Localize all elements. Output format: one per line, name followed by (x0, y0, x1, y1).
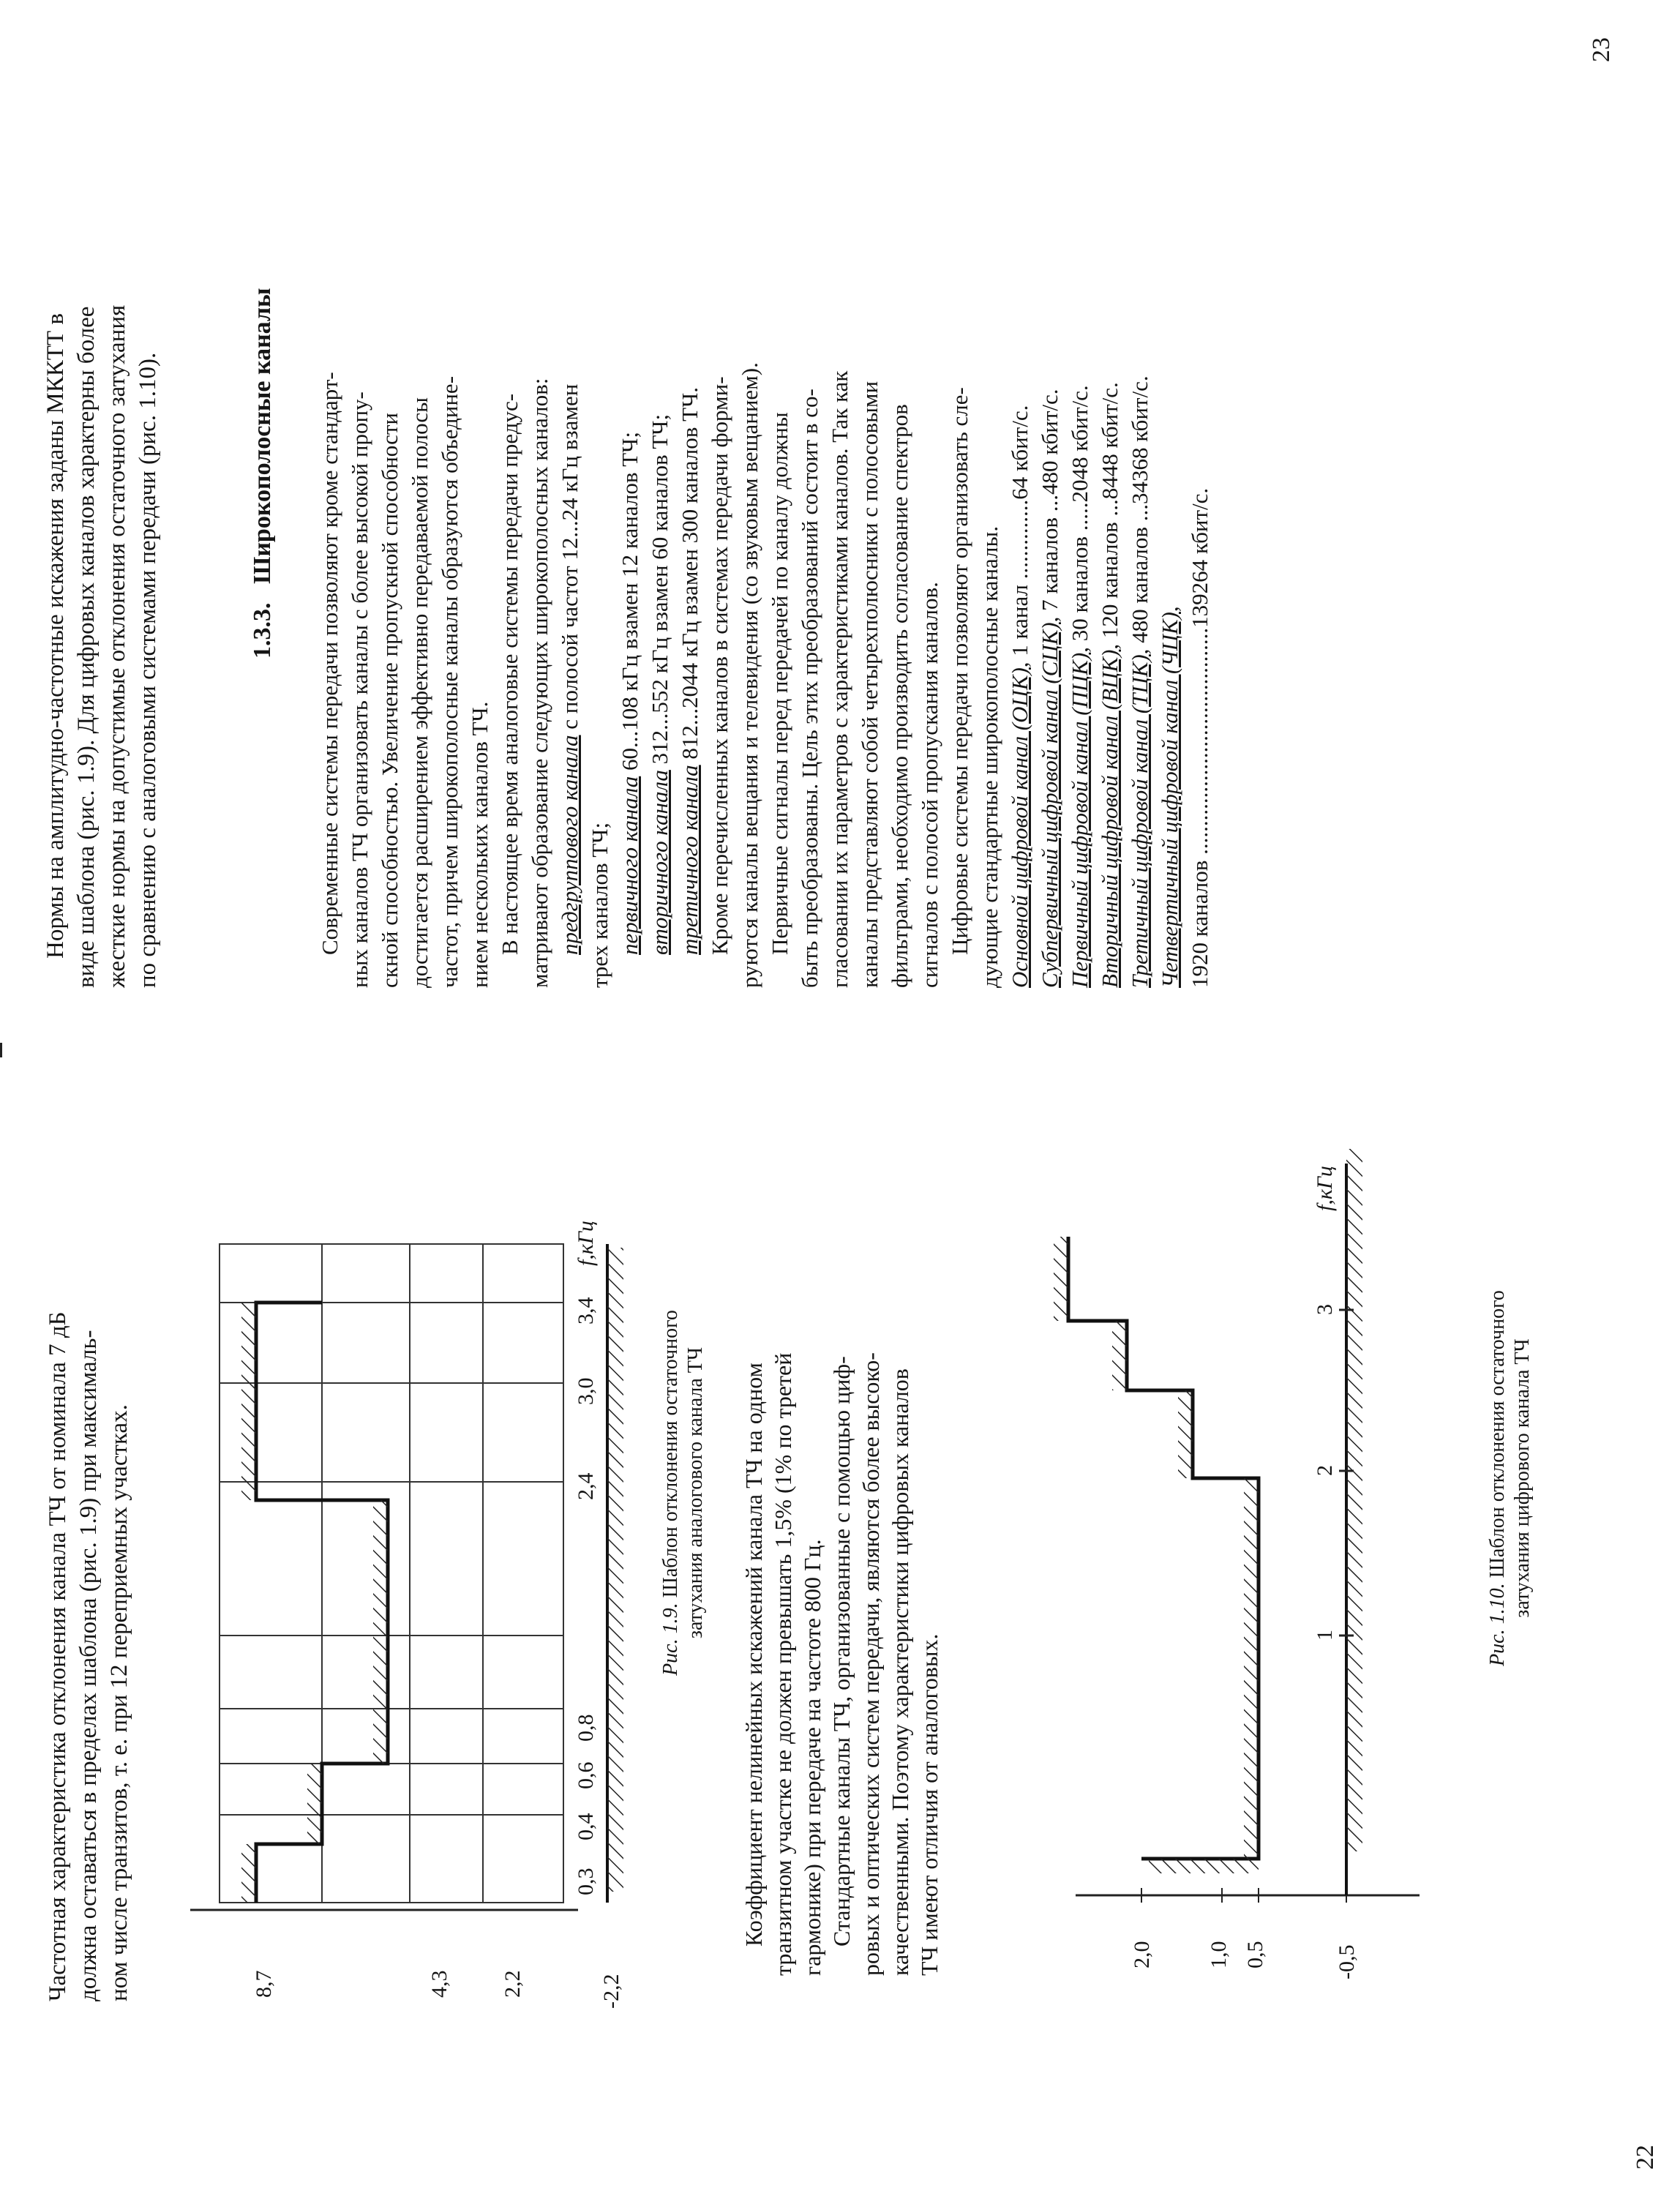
figure-1-10 (1039, 1076, 1515, 2042)
fig19-ytick: 4,3 (427, 1970, 451, 1998)
fig19-xtick: 3,0 (574, 1377, 598, 1405)
channel-name: Третичный цифровой канал (ТЦК) (1127, 654, 1152, 988)
text-line: ных каналов ТЧ организовать каналы с более высокой пропу- (347, 391, 372, 988)
fig19-caption-label: Рис. 1.9. (659, 1603, 682, 1676)
text-line: нием нескольких каналов ТЧ. (467, 701, 492, 988)
fig19-xtick: 0,4 (574, 1813, 598, 1840)
fig19-ytick: 8,7 (252, 1970, 276, 1998)
channel-rate: 64 кбит/с. (1007, 405, 1032, 500)
text-line: Кроме перечисленных каналов в системах передачи форми- (707, 376, 732, 955)
text-line: скной способностью. Увеличение пропускной способности (377, 413, 402, 988)
digital-channel-item (1005, 37, 1035, 988)
text-line: Современные системы передачи позволяют кроме стандарт- (317, 372, 342, 955)
fig19-xtick: 3,4 (574, 1297, 598, 1325)
fig19-ytick: 2,2 (500, 1970, 525, 1998)
text-line: Коэффициент нелинейных искажений канала ТЧ на одном (740, 1363, 767, 1947)
digital-channel-item (1065, 37, 1095, 988)
right-paragraph-1 (40, 37, 163, 988)
fig19-caption-text: Шаблон отклонения остаточного (659, 1310, 682, 1598)
channel-rate: 8448 кбит/с. (1097, 382, 1122, 500)
right-paragraph-2 (315, 37, 1215, 988)
fig110-x-unit: f,кГц (1313, 1166, 1337, 1211)
text-line: матривают образование следующих широкополосных каналов: (527, 378, 552, 988)
channel-text: , 7 каналов ... (1037, 495, 1062, 623)
fig110-upper-bound (1068, 1237, 1259, 1859)
fig110-xtick: 2 (1313, 1465, 1337, 1476)
channel-rate: 480 кбит/с. (1037, 389, 1062, 495)
channel-text: , 30 каналов ..... (1067, 502, 1092, 653)
fig110-caption-label: Рис. 1.10. (1486, 1583, 1509, 1666)
fig19-xtick: 0,8 (574, 1714, 598, 1742)
channel-text: 312...552 кГц взамен 60 каналов ТЧ; (647, 413, 672, 771)
channel-name: Основной цифровой канал (ОЦК) (1007, 667, 1032, 988)
digital-channel-item (1155, 37, 1185, 988)
fig110-ytick: 1,0 (1207, 1941, 1231, 1968)
digital-channel-item (1185, 37, 1215, 988)
text-line: быть преобразованы. Цель этих преобразований состоит в со- (797, 389, 822, 988)
page-number-left: 22 (1632, 2145, 1659, 2170)
analog-channel-item (555, 37, 585, 988)
digital-channel-item (1125, 37, 1155, 988)
channel-text: 812...2044 кГц взамен 300 каналов ТЧ. (677, 387, 702, 765)
text-line: качественными. Поэтому характеристики цифровых каналов (887, 1368, 913, 1976)
text-line: сигналов с полосой пропускания каналов. (917, 582, 942, 988)
fig19-ytick: -2,2 (599, 1974, 623, 2009)
channel-name: Первичный цифровой канал (ПЦК) (1067, 652, 1092, 988)
section-title: Широкополосные каналы (249, 288, 276, 584)
channel-text: , 480 каналов ... (1127, 503, 1152, 655)
text-line: Первичные сигналы перед передачей по каналу должны (767, 412, 792, 955)
channel-name: первичного канала (617, 776, 642, 955)
channel-name: третичного канала (677, 765, 702, 955)
page-divider (0, 1043, 2, 1057)
fig110-ytick: -0,5 (1335, 1944, 1359, 1979)
fig110-ytick: 0,5 (1243, 1941, 1267, 1968)
fig19-xtick: 0,3 (574, 1867, 598, 1895)
fig110-caption (1485, 1222, 1535, 1734)
left-intro-paragraph (42, 1079, 135, 2001)
channel-rate: 139264 кбит/с. (1187, 487, 1212, 628)
text-line: фильтрами, необходимо производить согласование спектров (887, 404, 912, 988)
text-line: В настоящее время аналоговые системы передачи предус- (497, 393, 522, 955)
fig19-xtick: 2,4 (574, 1472, 598, 1500)
text-line: дующие стандартные широкополосные каналы. (977, 525, 1002, 988)
text-line: транзитном участке не должен превышать 1,5% (1% по третей (770, 1352, 796, 1976)
section-number: 1.3.3. (249, 602, 276, 659)
fig110-xtick: 1 (1313, 1630, 1337, 1641)
figure-1-9 (168, 1090, 739, 2042)
channel-text: , (1157, 606, 1182, 612)
digital-channel-item (1035, 37, 1065, 988)
digital-channel-item (1095, 37, 1125, 988)
text-line: виде шаблона (рис. 1.9). Для цифровых каналов характерны более (73, 306, 100, 988)
channel-name: вторичного канала (647, 770, 672, 955)
fig19-x-unit: f,кГц (574, 1221, 598, 1266)
text-line: Стандартные каналы ТЧ, организованные с помощью циф- (828, 1356, 855, 1947)
text-line: достигается расширением эффективно передаваемой полосы (407, 397, 432, 988)
channel-text: 60...108 кГц взамен 12 каналов ТЧ; (617, 432, 642, 776)
analog-channel-item (615, 37, 645, 988)
analog-channel-item (675, 37, 705, 988)
fig19-xtick: 0,6 (574, 1761, 598, 1789)
fig19-caption-text: затухания аналогового канала ТЧ (684, 1346, 707, 1639)
analog-channel-item (645, 37, 675, 988)
channel-name: Четвертичный цифровой канал (ЧЦК) (1157, 612, 1182, 988)
left-paragraph-2 (739, 1087, 827, 1976)
text-line: по сравнению с аналоговыми системами передачи (рис. 1.10). (135, 352, 161, 988)
channel-name: Субпервичный цифровой канал (СЦК) (1037, 622, 1062, 988)
text-line: гласовании их параметров с характеристиками каналов. Так как (827, 370, 852, 988)
text-line: руются каналы вещания и телевидения (со звуковым вещанием). (737, 362, 762, 988)
fig110-caption-text: затухания цифрового канала ТЧ (1511, 1338, 1534, 1618)
fig110-ytick: 2,0 (1130, 1941, 1154, 1968)
text-line: частот, причем широкополосные каналы образуются объедине- (437, 375, 462, 988)
page-number-right: 23 (1588, 37, 1615, 62)
text-line: каналы представляют собой четырехполюсники с полосовыми (857, 381, 882, 988)
channel-rate: 34368 кбит/с. (1127, 375, 1152, 504)
text-line: жесткие нормы на допустимые отклонения остаточного затухания (104, 304, 130, 988)
channel-text: , 120 каналов ... (1097, 499, 1122, 650)
fig110-caption-text: Шаблон отклонения остаточного (1486, 1290, 1509, 1578)
section-heading (249, 288, 277, 659)
channel-name: Вторичный цифровой канал (ВЦК) (1097, 649, 1122, 988)
text-line: Частотная характеристика отклонения канала ТЧ от номинала 7 дБ (45, 1311, 71, 2001)
text-line: Нормы на амплитудно-частотные искажения заданы МККТТ в (42, 313, 69, 959)
text-line: гармонике) при передаче на частоте 800 Гц. (799, 1539, 825, 1976)
left-paragraph-3 (827, 1087, 944, 1976)
channel-rate: 2048 кбит/с. (1067, 385, 1092, 503)
text-line: трех каналов ТЧ; (587, 822, 612, 988)
fig110-xtick: 3 (1313, 1304, 1337, 1315)
channel-text: , 1 канал .............. (1007, 499, 1032, 668)
channel-text: 1920 каналов ........................................ (1187, 627, 1212, 988)
text-line: ТЧ имеют отличия от аналоговых. (916, 1633, 942, 1976)
channel-name: предгруппового канала (557, 735, 582, 955)
channel-text: с полосой частот 12...24 кГц взамен (557, 383, 582, 735)
fig19-caption (659, 1237, 708, 1749)
text-line: ровых и оптических систем передачи, являются более высоко- (858, 1352, 884, 1976)
text-line: Цифровые системы передачи позволяют организовать сле- (947, 387, 972, 955)
text-line: должна оставаться в пределах шаблона (рис. 1.9) при максималь- (75, 1330, 102, 2001)
text-line: ном числе транзитов, т. е. при 12 переприемных участках. (106, 1404, 132, 2001)
